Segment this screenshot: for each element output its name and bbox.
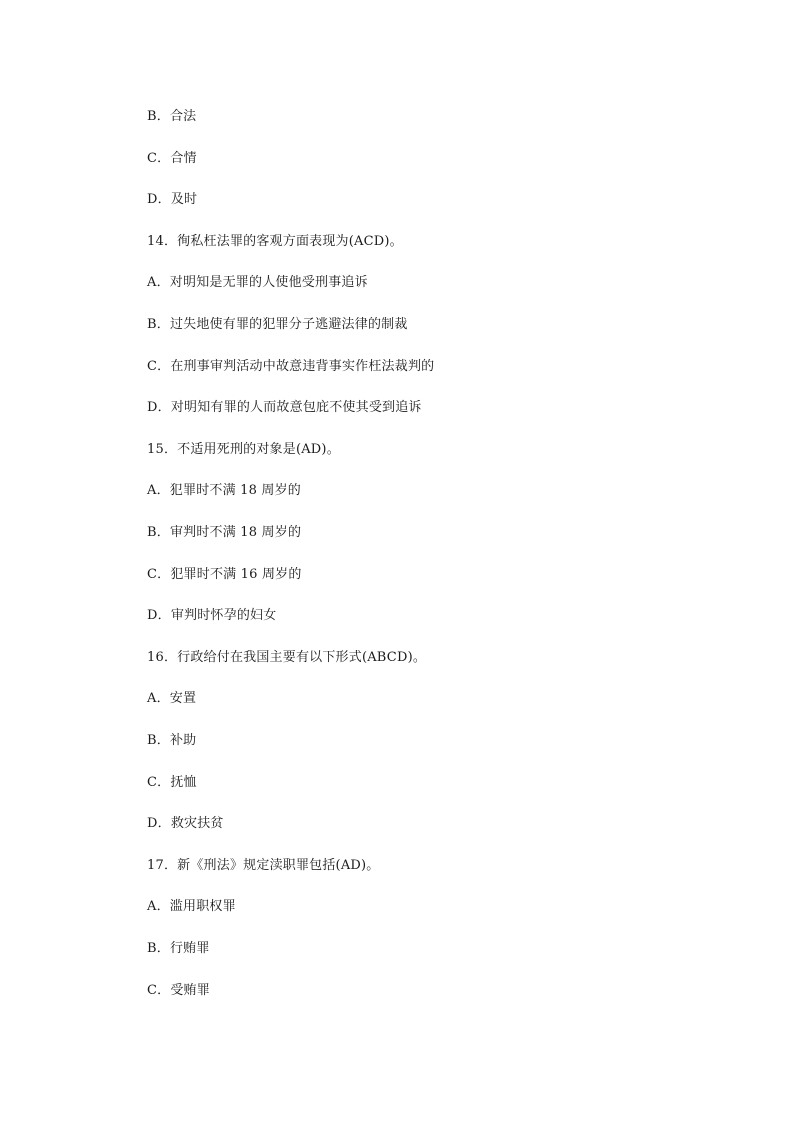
q15-option-b: B．审判时不满 18 周岁的 [147, 525, 302, 540]
question-16: 16．行政给付在我国主要有以下形式(ABCD)。 [147, 650, 427, 665]
q16-option-b: B．补助 [147, 733, 197, 748]
q15-option-d: D．审判时怀孕的妇女 [147, 608, 277, 623]
q14-option-a: A．对明知是无罪的人使他受刑事追诉 [147, 275, 368, 290]
q14-option-b: B．过失地使有罪的犯罪分子逃避法律的制裁 [147, 317, 408, 332]
option-c-line: C．合情 [147, 151, 197, 166]
q16-option-a: A．安置 [147, 691, 197, 706]
question-15: 15．不适用死刑的对象是(AD)。 [147, 442, 340, 457]
option-b-line: B．合法 [147, 109, 197, 124]
option-d-line: D．及时 [147, 192, 198, 207]
q16-option-d: D．救灾扶贫 [147, 816, 224, 831]
q15-option-a: A．犯罪时不满 18 周岁的 [147, 483, 301, 498]
q17-option-a: A．滥用职权罪 [147, 899, 236, 914]
q15-option-c: C．犯罪时不满 16 周岁的 [147, 567, 302, 582]
q14-option-d: D．对明知有罪的人而故意包庇不使其受到追诉 [147, 400, 422, 415]
q16-option-c: C．抚恤 [147, 775, 197, 790]
q14-option-c: C．在刑事审判活动中故意违背事实作枉法裁判的 [147, 359, 435, 374]
q17-option-b: B．行贿罪 [147, 941, 210, 956]
question-17: 17．新《刑法》规定渎职罪包括(AD)。 [147, 858, 380, 873]
question-14: 14．徇私枉法罪的客观方面表现为(ACD)。 [147, 234, 403, 249]
q17-option-c: C．受贿罪 [147, 983, 210, 998]
